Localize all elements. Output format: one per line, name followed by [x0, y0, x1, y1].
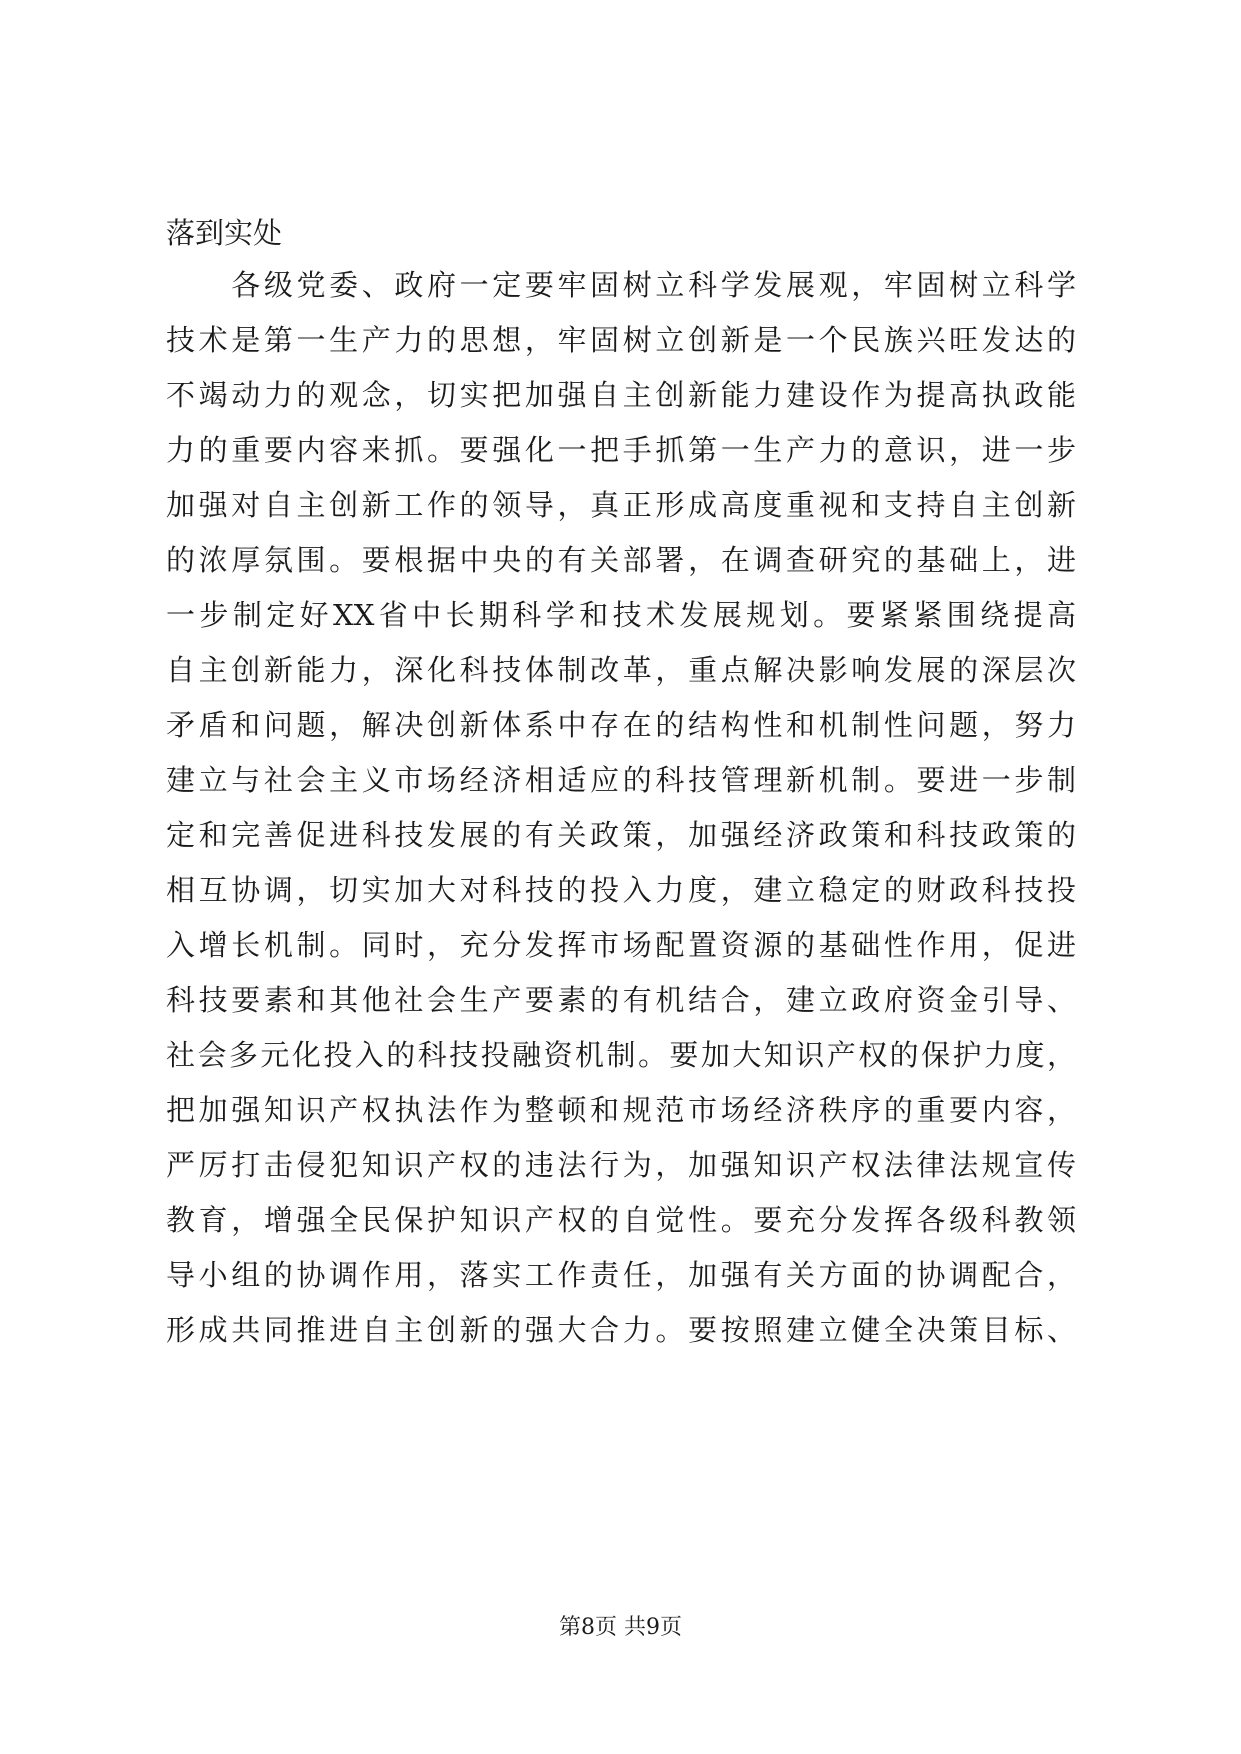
text-line: 建立与社会主义市场经济相适应的科技管理新机制。要进一步制	[166, 763, 1076, 797]
text-line: 的浓厚氛围。要根据中央的有关部署，在调查研究的基础上，进	[166, 543, 1076, 577]
text-line: 教育，增强全民保护知识产权的自觉性。要充分发挥各级科教领	[166, 1203, 1076, 1237]
text-line: 各级党委、政府一定要牢固树立科学发展观，牢固树立科学	[166, 268, 1076, 302]
text-line: 把加强知识产权执法作为整顿和规范市场经济秩序的重要内容，	[166, 1093, 1076, 1127]
text-line: 一步制定好XX省中长期科学和技术发展规划。要紧紧围绕提高	[166, 598, 1076, 632]
text-line: 社会多元化投入的科技投融资机制。要加大知识产权的保护力度，	[166, 1038, 1076, 1072]
text-line: 导小组的协调作用，落实工作责任，加强有关方面的协调配合，	[166, 1258, 1076, 1292]
text-line: 落到实处	[166, 216, 283, 250]
text-line: 加强对自主创新工作的领导，真正形成高度重视和支持自主创新	[166, 488, 1076, 522]
text-line: 矛盾和问题，解决创新体系中存在的结构性和机制性问题，努力	[166, 708, 1076, 742]
text-line: 入增长机制。同时，充分发挥市场配置资源的基础性作用，促进	[166, 928, 1076, 962]
text-line: 自主创新能力，深化科技体制改革，重点解决影响发展的深层次	[166, 653, 1076, 687]
text-line: 技术是第一生产力的思想，牢固树立创新是一个民族兴旺发达的	[166, 323, 1076, 357]
text-line: 严厉打击侵犯知识产权的违法行为，加强知识产权法律法规宣传	[166, 1148, 1076, 1182]
text-line: 不竭动力的观念，切实把加强自主创新能力建设作为提高执政能	[166, 378, 1076, 412]
page-footer: 第8页 共9页	[559, 1615, 682, 1640]
text-line: 力的重要内容来抓。要强化一把手抓第一生产力的意识，进一步	[166, 433, 1076, 467]
text-line: 形成共同推进自主创新的强大合力。要按照建立健全决策目标、	[166, 1313, 1076, 1347]
text-line: 相互协调，切实加大对科技的投入力度，建立稳定的财政科技投	[166, 873, 1076, 907]
text-line: 科技要素和其他社会生产要素的有机结合，建立政府资金引导、	[166, 983, 1076, 1017]
text-line: 定和完善促进科技发展的有关政策，加强经济政策和科技政策的	[166, 818, 1076, 852]
